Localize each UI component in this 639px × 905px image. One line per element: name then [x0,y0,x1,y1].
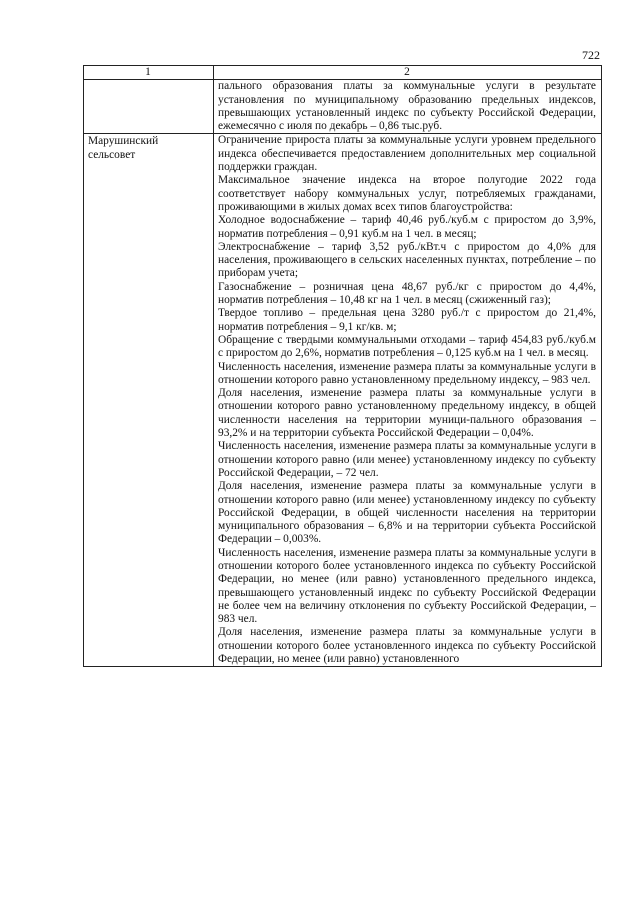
paragraph: Обращение с твердыми коммунальными отходами – тариф 454,83 руб./куб.м с приростом до 2,6%, норматив потребления – 0,125 куб.м на 1 чел. в месяц. [218,333,596,360]
continuation-text: пального образования платы за коммунальные услуги в результате установления по муниципальному образованию предельных индексов, превышающих установленный индекс по субъекту Российской Федерации, ежемесячно с июля по декабрь – 0,86 тыс.руб. [218,80,596,133]
continuation-text-cell [214,80,602,134]
paragraph: Доля населения, изменение размера платы за коммунальные услуги в отношении которого равно (или менее) установленному индексу по субъекту Российской Федерации, в общей численности населения на территории муниципального образования – 6,8% и на территории субъекта Российской Федерации – 0,003%. [218,480,596,546]
paragraph: Численность населения, изменение размера платы за коммунальные услуги в отношении которого равно установленному предельному индексу, – 983 чел. [218,360,596,386]
table-header-row [84,66,602,80]
page-number: 722 [582,48,600,62]
paragraph: Твердое топливо – предельная цена 3280 руб./т с приростом до 21,4%, норматив потребления – 9,1 кг/кв. м; [218,307,596,333]
paragraph: Доля населения, изменение размера платы за коммунальные услуги в отношении которого более установленного индекса по субъекту Российской Федерации, но менее (или равно) установленного [218,626,596,666]
paragraph: Холодное водоснабжение – тариф 40,46 руб./куб.м с приростом до 3,9%, норматив потребления – 0,91 куб.м на 1 чел. в месяц; [218,214,596,240]
paragraph: Ограничение прироста платы за коммунальные услуги уровнем предельного индекса обеспечивается предоставлением дополнительных мер социальной поддержки граждан. [218,134,596,174]
data-table [83,65,602,667]
continuation-name-cell [84,80,214,134]
header-col2: 2 [214,66,602,80]
paragraph: Газоснабжение – розничная цена 48,67 руб./кг с приростом до 4,4%, норматив потребления – 10,48 кг на 1 чел. в месяц (сжиженный газ); [218,280,596,307]
paragraph: Максимальное значение индекса на второе полугодие 2022 года соответствует набору коммунальных услуг, потребляемых гражданами, проживающими в жилых домах всех типов благоустройства: [218,174,596,213]
municipality-name: Марушинский сельсовет [88,135,159,161]
table-row-marushinsky [84,134,602,667]
paragraph: Численность населения, изменение размера платы за коммунальные услуги в отношении которого более установленного индекса по субъекту Российской Федерации, но менее (или равно) установленного предельного индекса, превышающего установленный индекс по субъекту Российской Федерации не более чем на величину отклонения по субъекту Российской Федерации, – 983 чел. [218,546,596,626]
header-col1: 1 [84,66,214,80]
paragraph: Электроснабжение – тариф 3,52 руб./кВт.ч с приростом до 4,0% для населения, проживающего в сельских населенных пунктах, потребление – по приборам учета; [218,240,596,280]
description-cell [214,134,602,667]
table-row-continuation [84,80,602,134]
paragraph: Численность населения, изменение размера платы за коммунальные услуги в отношении которого равно (или менее) установленному индексу по субъекту Российской Федерации, – 72 чел. [218,440,596,479]
municipality-name-cell [84,134,214,667]
paragraph: Доля населения, изменение размера платы за коммунальные услуги в отношении которого равно установленному предельному индексу, в общей численности населения на территории муници-пального образования – 93,2% и на территории субъекта Российской Федерации – 0,04%. [218,387,596,440]
